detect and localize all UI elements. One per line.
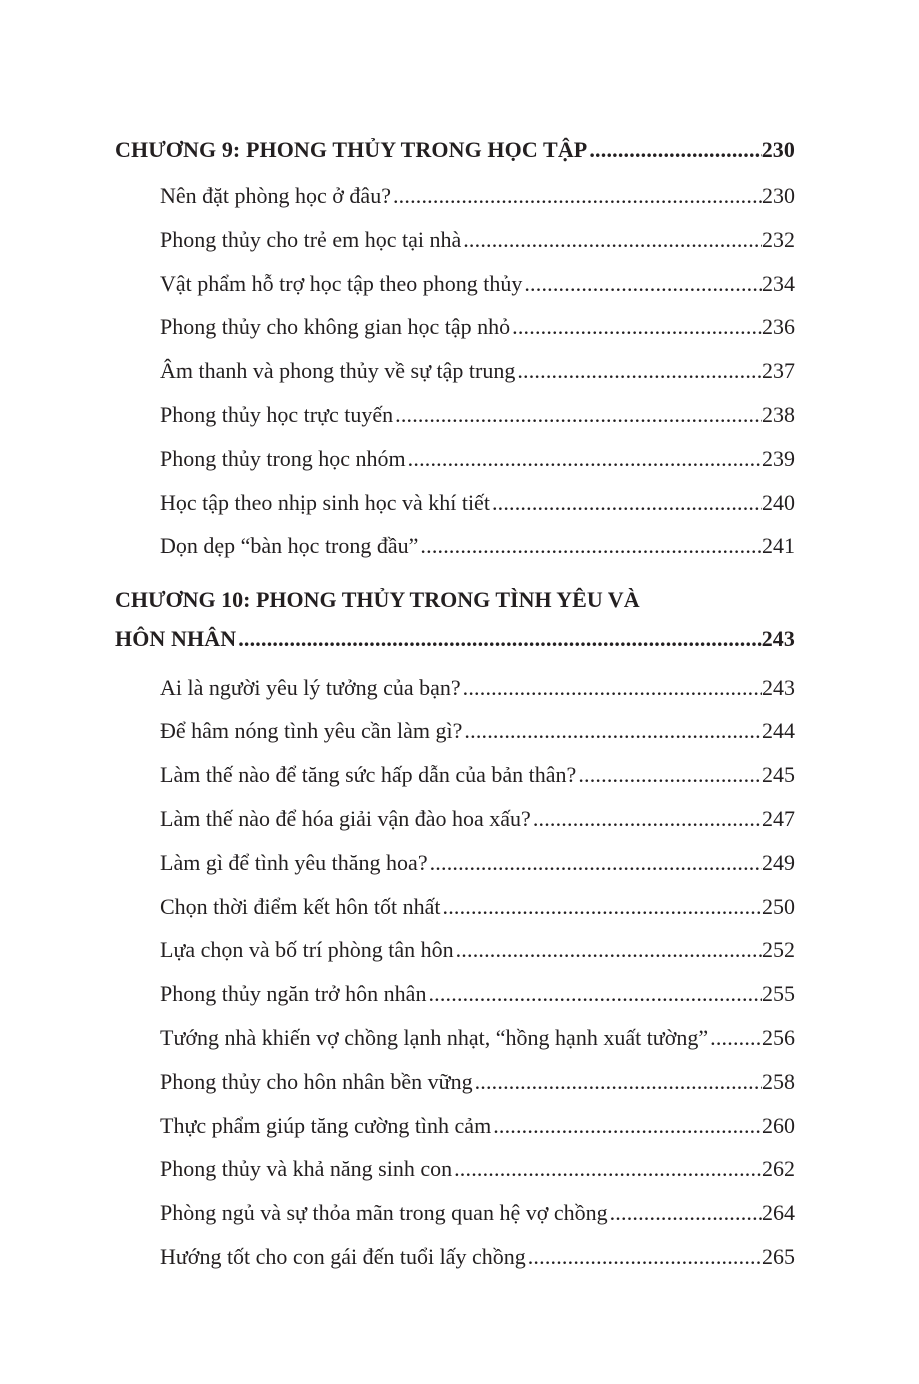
- entry-title: Làm thế nào để hóa giải vận đào hoa xấu?: [160, 806, 531, 832]
- dot-leader: [522, 262, 762, 306]
- chapter-title-line-2: HÔN NHÂN: [115, 626, 237, 652]
- dot-leader: [428, 841, 762, 885]
- entry-page-number: 232: [762, 226, 795, 252]
- entry-page-number: 262: [762, 1156, 795, 1182]
- entry-page-number: 247: [762, 806, 795, 832]
- toc-entry: [160, 262, 795, 306]
- chapter-title: CHƯƠNG 9: PHONG THỦY TRONG HỌC TẬP: [115, 137, 588, 162]
- entry-page-number: 265: [762, 1244, 795, 1270]
- dot-leader: [576, 753, 762, 797]
- entry-title: Phong thủy ngăn trở hôn nhân: [160, 981, 427, 1007]
- entry-page-number: 252: [762, 937, 795, 963]
- toc-entry: [160, 1104, 795, 1148]
- chapter-10-section: [115, 580, 795, 1279]
- entry-page-number: 256: [762, 1025, 795, 1051]
- dot-leader: [526, 1235, 762, 1279]
- toc-entry: [160, 349, 795, 393]
- toc-entry: [160, 709, 795, 753]
- dot-leader: [393, 393, 762, 437]
- dot-leader: [531, 797, 762, 841]
- entry-title: Thực phẩm giúp tăng cường tình cảm: [160, 1112, 492, 1138]
- dot-leader: [418, 524, 762, 568]
- dot-leader: [462, 709, 762, 753]
- entry-title: Làm thế nào để tăng sức hấp dẫn của bản thân?: [160, 762, 577, 788]
- entry-page-number: 241: [762, 533, 795, 559]
- dot-leader: [510, 305, 762, 349]
- dot-leader: [515, 349, 762, 393]
- entry-title: Ai là người yêu lý tưởng của bạn?: [160, 674, 461, 700]
- entry-title: Lựa chọn và bố trí phòng tân hôn: [160, 937, 454, 963]
- table-of-contents: [115, 126, 795, 1279]
- entry-page-number: 244: [762, 718, 795, 744]
- chapter-page-number: 230: [761, 137, 795, 162]
- dot-leader: [441, 885, 763, 929]
- dot-leader: [426, 972, 762, 1016]
- dot-leader: [608, 1191, 762, 1235]
- entry-page-number: 237: [762, 358, 795, 384]
- toc-entry: [160, 1060, 795, 1104]
- entry-page-number: 234: [762, 270, 795, 296]
- entry-title: Phong thủy học trực tuyến: [160, 401, 394, 427]
- dot-leader: [406, 437, 762, 481]
- dot-leader: [391, 174, 762, 218]
- entry-title: Phong thủy cho trẻ em học tại nhà: [160, 226, 462, 252]
- toc-entry: [160, 393, 795, 437]
- dot-leader: [491, 1104, 762, 1148]
- entry-page-number: 245: [762, 762, 795, 788]
- entry-title: Làm gì để tình yêu thăng hoa?: [160, 849, 428, 875]
- entry-page-number: 243: [762, 674, 795, 700]
- entry-page-number: 260: [762, 1112, 795, 1138]
- toc-entry: [160, 841, 795, 885]
- dot-leader: [490, 481, 762, 525]
- toc-entry: [160, 174, 795, 218]
- entry-title: Nên đặt phòng học ở đâu?: [160, 183, 391, 208]
- entry-title: Phòng ngủ và sự thỏa mãn trong quan hệ vợ chồng: [160, 1200, 608, 1226]
- chapter-page-number: 243: [761, 626, 795, 652]
- entry-title: Phong thủy cho hôn nhân bền vững: [160, 1068, 473, 1094]
- toc-entry: [160, 928, 795, 972]
- dot-leader: [473, 1060, 762, 1104]
- entry-page-number: 258: [762, 1068, 795, 1094]
- chapter-9-section: [115, 126, 795, 568]
- entry-title: Vật phẩm hỗ trợ học tập theo phong thủy: [160, 270, 523, 296]
- toc-entry: [160, 218, 795, 262]
- entry-page-number: 238: [762, 401, 795, 427]
- entry-page-number: 236: [762, 314, 795, 340]
- chapter-title-line-1: CHƯƠNG 10: PHONG THỦY TRONG TÌNH YÊU VÀ: [115, 587, 640, 613]
- entry-title: Chọn thời điểm kết hôn tốt nhất: [160, 893, 441, 919]
- dot-leader: [587, 126, 761, 174]
- dot-leader: [461, 218, 762, 262]
- dot-leader: [454, 928, 762, 972]
- entry-title: Phong thủy và khả năng sinh con: [160, 1156, 453, 1182]
- entry-title: Phong thủy trong học nhóm: [160, 445, 406, 471]
- toc-entry: [160, 481, 795, 525]
- dot-leader: [452, 1147, 762, 1191]
- entry-page-number: 239: [762, 445, 795, 471]
- toc-entry: [160, 972, 795, 1016]
- entry-title: Tướng nhà khiến vợ chồng lạnh nhạt, “hồng hạnh xuất tường”: [160, 1025, 709, 1051]
- entry-title: Để hâm nóng tình yêu cần làm gì?: [160, 718, 463, 744]
- chapter-entries: [160, 174, 795, 568]
- entry-title: Hướng tốt cho con gái đến tuổi lấy chồng: [160, 1244, 526, 1270]
- entry-page-number: 250: [762, 893, 795, 919]
- toc-entry: [160, 885, 795, 929]
- toc-entry: [160, 305, 795, 349]
- entry-page-number: 240: [762, 489, 795, 515]
- chapter-heading: [115, 619, 795, 658]
- dot-leader: [708, 1016, 762, 1060]
- toc-entry: [160, 1016, 795, 1060]
- entry-title: Âm thanh và phong thủy về sự tập trung: [160, 358, 516, 384]
- dot-leader: [236, 619, 761, 658]
- toc-entry: [160, 524, 795, 568]
- toc-entry: [160, 666, 795, 710]
- entry-page-number: 230: [762, 183, 795, 208]
- entry-title: Học tập theo nhịp sinh học và khí tiết: [160, 489, 490, 515]
- dot-leader: [461, 666, 762, 710]
- toc-entry: [160, 753, 795, 797]
- toc-entry: [160, 1235, 795, 1279]
- toc-entry: [160, 437, 795, 481]
- entry-title: Phong thủy cho không gian học tập nhỏ: [160, 314, 511, 340]
- toc-entry: [160, 1191, 795, 1235]
- toc-entry: [160, 797, 795, 841]
- toc-entry: [160, 1147, 795, 1191]
- entry-title: Dọn dẹp “bàn học trong đầu”: [160, 533, 419, 559]
- entry-page-number: 264: [762, 1200, 795, 1226]
- entry-page-number: 255: [762, 981, 795, 1007]
- chapter-entries: [160, 666, 795, 1279]
- chapter-heading: [115, 126, 795, 174]
- entry-page-number: 249: [762, 849, 795, 875]
